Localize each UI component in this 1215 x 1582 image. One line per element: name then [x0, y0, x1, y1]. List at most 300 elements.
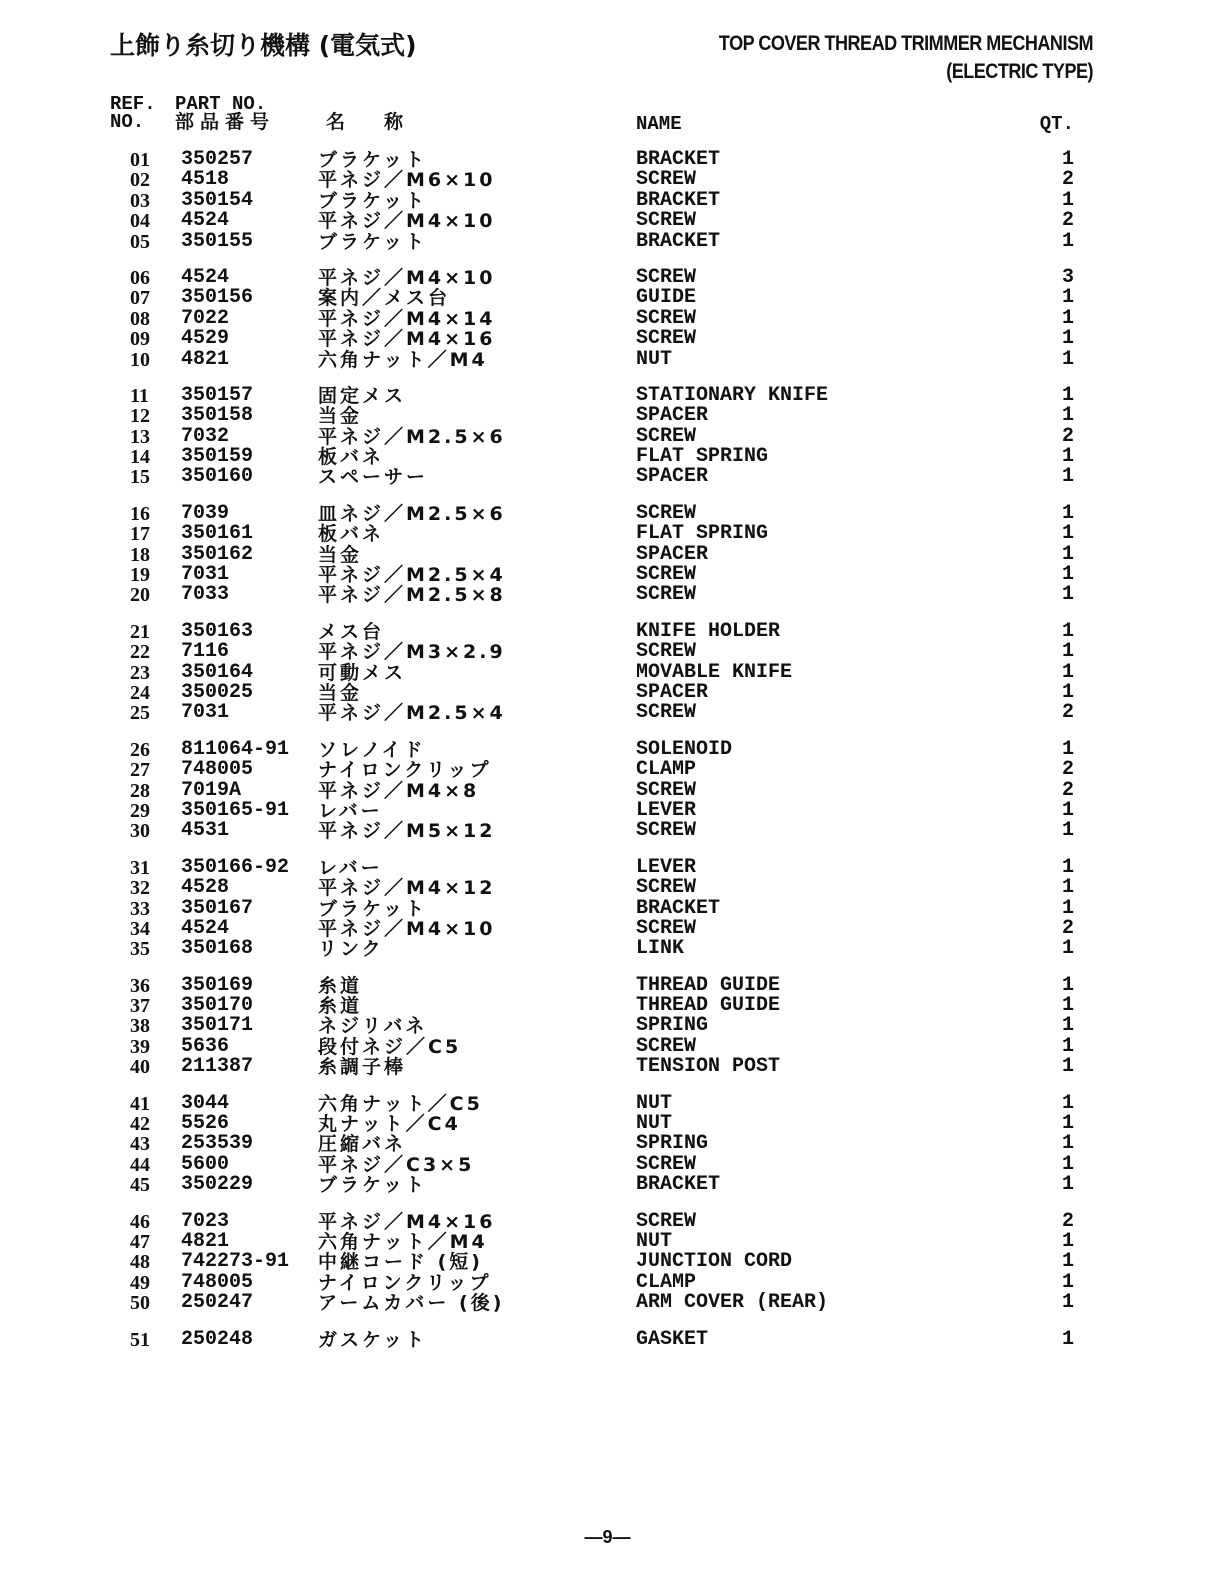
quantity: 2 [1061, 168, 1074, 192]
part-group [0, 265, 1215, 371]
part-no: 7031 [181, 563, 230, 587]
quantity: 1 [1061, 1091, 1074, 1115]
japanese-name: 六角ナット／M4 [318, 1230, 488, 1253]
table-row [0, 542, 1215, 566]
quantity: 3 [1061, 265, 1074, 289]
english-name: JUNCTION CORD [636, 1250, 793, 1274]
table-row [0, 855, 1215, 879]
part-no: 250248 [181, 1327, 254, 1351]
japanese-name: ブラケット [318, 897, 428, 920]
japanese-name: 平ネジ／M5×12 [318, 820, 496, 843]
part-no: 350154 [181, 188, 254, 212]
japanese-name: 糸道 [318, 995, 363, 1018]
part-no: 4524 [181, 916, 230, 940]
ref-no: 40 [130, 1056, 150, 1079]
english-name: SCREW [636, 640, 697, 664]
col-header-ref-line2: NO. [110, 111, 145, 133]
quantity: 1 [1061, 1132, 1074, 1156]
quantity: 1 [1061, 798, 1074, 822]
part-no: 7019A [181, 778, 242, 802]
english-name: SPACER [636, 680, 709, 704]
table-row [0, 996, 1215, 1016]
title-english-line2: (ELECTRIC TYPE) [946, 60, 1093, 83]
english-name: SCREW [636, 327, 697, 351]
col-header-name: NAME [636, 113, 682, 135]
english-name: THREAD GUIDE [636, 973, 781, 997]
quantity: 2 [1061, 778, 1074, 802]
ref-no: 11 [130, 384, 149, 407]
japanese-name: ブラケット [318, 149, 428, 171]
ref-no: 18 [130, 543, 150, 566]
quantity: 1 [1061, 1152, 1074, 1176]
table-row [0, 211, 1215, 231]
quantity: 1 [1061, 994, 1074, 1018]
part-no: 350159 [181, 445, 254, 469]
english-name: BRACKET [636, 188, 721, 212]
ref-no: 48 [130, 1251, 150, 1274]
quantity: 1 [1061, 404, 1074, 428]
table-row [0, 306, 1215, 330]
japanese-name: 平ネジ／M4×10 [318, 917, 496, 940]
english-name: SCREW [636, 563, 697, 587]
japanese-name: 平ネジ／C3×5 [318, 1153, 475, 1176]
english-name: NUT [636, 1091, 673, 1115]
part-group [0, 855, 1215, 961]
part-group [0, 150, 1215, 252]
japanese-name: 圧縮バネ [318, 1133, 407, 1156]
quantity: 1 [1061, 445, 1074, 469]
parts-table [0, 150, 1215, 1366]
part-no: 350257 [181, 148, 254, 171]
ref-no: 49 [130, 1271, 150, 1294]
quantity: 1 [1061, 819, 1074, 843]
ref-no: 16 [130, 502, 150, 525]
quantity: 1 [1061, 1291, 1074, 1315]
ref-no: 51 [130, 1328, 150, 1351]
japanese-name: ブラケット [318, 230, 428, 253]
table-row [0, 1229, 1215, 1253]
japanese-name: 案内／メス台 [318, 287, 451, 310]
part-no: 4821 [181, 1229, 230, 1253]
ref-no: 06 [130, 266, 150, 289]
part-no: 7033 [181, 583, 230, 607]
japanese-name: 段付ネジ／C5 [318, 1035, 462, 1058]
japanese-name: 六角ナット／M4 [318, 348, 488, 371]
japanese-name: 中継コード (短) [318, 1251, 483, 1274]
english-name: NUT [636, 347, 673, 371]
ref-no: 04 [130, 210, 150, 233]
quantity: 1 [1061, 937, 1074, 961]
english-name: BRACKET [636, 148, 721, 171]
table-row [0, 660, 1215, 684]
english-name: LEVER [636, 798, 697, 822]
part-group [0, 1209, 1215, 1315]
japanese-name: 板バネ [318, 446, 385, 469]
table-row [0, 447, 1215, 467]
japanese-name: 平ネジ／M2.5×6 [318, 425, 506, 448]
english-name: SPACER [636, 542, 709, 566]
ref-no: 34 [130, 917, 150, 940]
part-no: 350025 [181, 680, 254, 704]
quantity: 1 [1061, 583, 1074, 607]
ref-no: 22 [130, 641, 150, 664]
table-row [0, 585, 1215, 605]
quantity: 1 [1061, 522, 1074, 546]
quantity: 1 [1061, 973, 1074, 997]
quantity: 1 [1061, 229, 1074, 253]
ref-no: 45 [130, 1174, 150, 1197]
english-name: ARM COVER (REAR) [636, 1291, 829, 1315]
part-no: 253539 [181, 1132, 254, 1156]
quantity: 2 [1061, 1209, 1074, 1233]
english-name: SCREW [636, 501, 697, 525]
table-row [0, 1327, 1215, 1351]
english-name: SCREW [636, 916, 697, 940]
ref-no: 10 [130, 348, 150, 371]
quantity: 1 [1061, 188, 1074, 212]
japanese-name: 平ネジ／M2.5×8 [318, 584, 506, 607]
english-name: NUT [636, 1229, 673, 1253]
quantity: 1 [1061, 542, 1074, 566]
quantity: 1 [1061, 306, 1074, 330]
table-row [0, 1057, 1215, 1077]
table-row [0, 642, 1215, 662]
table-row [0, 896, 1215, 920]
ref-no: 24 [130, 681, 150, 704]
part-no: 350158 [181, 404, 254, 428]
english-name: SCREW [636, 1209, 697, 1233]
japanese-name: ナイロンクリップ [318, 759, 492, 782]
part-no: 4529 [181, 327, 230, 351]
part-no: 4531 [181, 819, 230, 843]
ref-no: 47 [130, 1230, 150, 1253]
part-no: 7023 [181, 1209, 230, 1233]
table-row [0, 1270, 1215, 1294]
ref-no: 20 [130, 584, 150, 607]
japanese-name: 平ネジ／M4×8 [318, 779, 480, 802]
ref-no: 23 [130, 661, 150, 684]
table-row [0, 424, 1215, 448]
english-name: SPRING [636, 1014, 709, 1038]
japanese-name: 糸道 [318, 974, 363, 997]
english-name: NUT [636, 1112, 673, 1136]
ref-no: 28 [130, 779, 150, 802]
quantity: 1 [1061, 1055, 1074, 1079]
part-no: 5600 [181, 1152, 230, 1176]
quantity: 1 [1061, 148, 1074, 171]
table-row [0, 501, 1215, 525]
part-group [0, 737, 1215, 843]
quantity: 1 [1061, 563, 1074, 587]
english-name: LINK [636, 937, 685, 961]
table-row [0, 1016, 1215, 1036]
japanese-name: ブラケット [318, 189, 428, 212]
part-group [0, 973, 1215, 1079]
ref-no: 13 [130, 425, 150, 448]
english-name: SPACER [636, 465, 709, 489]
title-english [719, 30, 1093, 86]
table-row [0, 170, 1215, 190]
part-no: 4524 [181, 209, 230, 233]
japanese-name: 平ネジ／M4×16 [318, 1210, 496, 1233]
english-name: SCREW [636, 424, 697, 448]
english-name: GUIDE [636, 286, 697, 310]
part-no: 350167 [181, 896, 254, 920]
japanese-name: 丸ナット／C4 [318, 1113, 461, 1136]
english-name: SPACER [636, 404, 709, 428]
part-no: 350162 [181, 542, 254, 566]
japanese-name: メス台 [318, 620, 385, 643]
japanese-name: スペーサー [318, 466, 429, 489]
table-row [0, 188, 1215, 212]
english-name: LEVER [636, 855, 697, 879]
table-row [0, 916, 1215, 940]
ref-no: 05 [130, 230, 150, 253]
table-row [0, 288, 1215, 308]
japanese-name: アームカバー (後) [318, 1292, 505, 1315]
part-no: 350168 [181, 937, 254, 961]
part-group [0, 619, 1215, 725]
table-row [0, 150, 1215, 170]
title-english-line1: TOP COVER THREAD TRIMMER MECHANISM [718, 32, 1093, 55]
table-row [0, 229, 1215, 253]
part-no: 350229 [181, 1173, 254, 1197]
table-row [0, 939, 1215, 959]
table-row [0, 524, 1215, 544]
english-name: FLAT SPRING [636, 522, 769, 546]
ref-no: 44 [130, 1153, 150, 1176]
english-name: SCREW [636, 778, 697, 802]
part-no: 4528 [181, 876, 230, 900]
english-name: SCREW [636, 1152, 697, 1176]
quantity: 1 [1061, 896, 1074, 920]
title-japanese: 上飾り糸切り機構 (電気式) [110, 31, 417, 60]
english-name: BRACKET [636, 896, 721, 920]
table-row [0, 1114, 1215, 1134]
page-number: —9— [584, 1527, 631, 1547]
part-no: 211387 [181, 1055, 254, 1079]
ref-no: 26 [130, 738, 150, 761]
table-row [0, 878, 1215, 898]
ref-no: 30 [130, 820, 150, 843]
part-no: 350161 [181, 522, 254, 546]
part-no: 7032 [181, 424, 230, 448]
col-header-jp-name: 名 称 [326, 111, 414, 133]
japanese-name: ソレノイド [318, 738, 426, 761]
english-name: SOLENOID [636, 737, 733, 761]
part-no: 748005 [181, 1270, 254, 1294]
ref-no: 32 [130, 877, 150, 900]
table-row [0, 1034, 1215, 1058]
english-name: BRACKET [636, 1173, 721, 1197]
ref-no: 01 [130, 149, 150, 171]
quantity: 2 [1061, 701, 1074, 725]
part-group [0, 1327, 1215, 1351]
english-name: SCREW [636, 265, 697, 289]
ref-no: 14 [130, 446, 150, 469]
japanese-name: 固定メス [318, 384, 407, 407]
english-name: STATIONARY KNIFE [636, 383, 829, 407]
table-row [0, 1252, 1215, 1272]
japanese-name: 皿ネジ／M2.5×6 [318, 502, 506, 525]
part-no: 811064-91 [181, 737, 290, 761]
ref-no: 41 [130, 1092, 150, 1115]
table-row [0, 383, 1215, 407]
japanese-name: 平ネジ／M4×14 [318, 307, 496, 330]
ref-no: 33 [130, 897, 150, 920]
japanese-name: 当金 [318, 405, 363, 428]
table-row [0, 619, 1215, 643]
quantity: 2 [1061, 209, 1074, 233]
japanese-name: 可動メス [318, 661, 407, 684]
japanese-name: ナイロンクリップ [318, 1271, 492, 1294]
quantity: 2 [1061, 424, 1074, 448]
table-row [0, 737, 1215, 761]
japanese-name: 糸調子棒 [318, 1056, 407, 1079]
quantity: 1 [1061, 640, 1074, 664]
english-name: KNIFE HOLDER [636, 619, 781, 643]
col-header-ref-line1: REF. [110, 93, 156, 115]
part-group [0, 501, 1215, 607]
part-no: 350156 [181, 286, 254, 310]
col-header-qty: QT. [1039, 113, 1074, 135]
ref-no: 43 [130, 1133, 150, 1156]
english-name: SPRING [636, 1132, 709, 1156]
table-row [0, 467, 1215, 487]
ref-no: 39 [130, 1035, 150, 1058]
ref-no: 17 [130, 523, 150, 546]
part-no: 748005 [181, 758, 254, 782]
part-no: 350157 [181, 383, 254, 407]
ref-no: 08 [130, 307, 150, 330]
japanese-name: ガスケット [318, 1328, 428, 1351]
ref-no: 46 [130, 1210, 150, 1233]
part-no: 4518 [181, 168, 230, 192]
table-row [0, 1091, 1215, 1115]
japanese-name: 六角ナット／C5 [318, 1092, 483, 1115]
table-row [0, 265, 1215, 289]
ref-no: 09 [130, 328, 150, 351]
japanese-name: レバー [318, 856, 383, 879]
table-row [0, 1134, 1215, 1154]
quantity: 1 [1061, 1250, 1074, 1274]
table-row [0, 778, 1215, 802]
english-name: THREAD GUIDE [636, 994, 781, 1018]
part-no: 7022 [181, 306, 230, 330]
part-group [0, 383, 1215, 489]
part-no: 7031 [181, 701, 230, 725]
english-name: SCREW [636, 876, 697, 900]
table-row [0, 565, 1215, 585]
quantity: 2 [1061, 758, 1074, 782]
part-no: 5636 [181, 1034, 230, 1058]
quantity: 1 [1061, 383, 1074, 407]
english-name: TENSION POST [636, 1055, 781, 1079]
english-name: BRACKET [636, 229, 721, 253]
part-no: 742273-91 [181, 1250, 290, 1274]
ref-no: 50 [130, 1292, 150, 1315]
quantity: 1 [1061, 1034, 1074, 1058]
part-no: 350165-91 [181, 798, 290, 822]
ref-no: 12 [130, 405, 150, 428]
col-header-part-line1: PART NO. [175, 93, 267, 115]
english-name: FLAT SPRING [636, 445, 769, 469]
ref-no: 15 [130, 466, 150, 489]
table-row [0, 347, 1215, 371]
japanese-name: 当金 [318, 681, 363, 704]
ref-no: 19 [130, 564, 150, 587]
table-row [0, 329, 1215, 349]
ref-no: 27 [130, 759, 150, 782]
english-name: CLAMP [636, 758, 697, 782]
table-row [0, 798, 1215, 822]
table-row [0, 1152, 1215, 1176]
part-no: 350169 [181, 973, 254, 997]
japanese-name: レバー [318, 799, 383, 822]
english-name: CLAMP [636, 1270, 697, 1294]
quantity: 1 [1061, 501, 1074, 525]
quantity: 1 [1061, 286, 1074, 310]
part-no: 5526 [181, 1112, 230, 1136]
quantity: 1 [1061, 1173, 1074, 1197]
quantity: 2 [1061, 916, 1074, 940]
japanese-name: 平ネジ／M4×10 [318, 210, 496, 233]
table-row [0, 973, 1215, 997]
part-no: 350155 [181, 229, 254, 253]
japanese-name: 平ネジ／M2.5×4 [318, 564, 506, 587]
quantity: 1 [1061, 876, 1074, 900]
quantity: 1 [1061, 1327, 1074, 1351]
table-row [0, 1293, 1215, 1313]
part-no: 350164 [181, 660, 254, 684]
part-no: 4821 [181, 347, 230, 371]
english-name: SCREW [636, 168, 697, 192]
japanese-name: 板バネ [318, 523, 385, 546]
ref-no: 37 [130, 995, 150, 1018]
quantity: 1 [1061, 1014, 1074, 1038]
japanese-name: 平ネジ／M4×10 [318, 266, 496, 289]
english-name: SCREW [636, 1034, 697, 1058]
quantity: 1 [1061, 1112, 1074, 1136]
ref-no: 03 [130, 189, 150, 212]
ref-no: 25 [130, 702, 150, 725]
table-row [0, 680, 1215, 704]
table-row [0, 1209, 1215, 1233]
english-name: SCREW [636, 209, 697, 233]
quantity: 1 [1061, 737, 1074, 761]
japanese-name: ブラケット [318, 1174, 428, 1197]
quantity: 1 [1061, 680, 1074, 704]
english-name: SCREW [636, 583, 697, 607]
japanese-name: リンク [318, 938, 384, 961]
quantity: 1 [1061, 347, 1074, 371]
japanese-name: 平ネジ／M3×2.9 [318, 641, 506, 664]
part-no: 350166-92 [181, 855, 290, 879]
table-row [0, 1175, 1215, 1195]
ref-no: 31 [130, 856, 150, 879]
part-no: 250247 [181, 1291, 254, 1315]
part-no: 4524 [181, 265, 230, 289]
japanese-name: 平ネジ／M4×12 [318, 877, 496, 900]
table-row [0, 760, 1215, 780]
col-header-part-line2: 部品番号 [175, 111, 276, 133]
part-no: 7039 [181, 501, 230, 525]
part-no: 350170 [181, 994, 254, 1018]
quantity: 1 [1061, 1270, 1074, 1294]
ref-no: 29 [130, 799, 150, 822]
english-name: MOVABLE KNIFE [636, 660, 793, 684]
ref-no: 35 [130, 938, 150, 961]
